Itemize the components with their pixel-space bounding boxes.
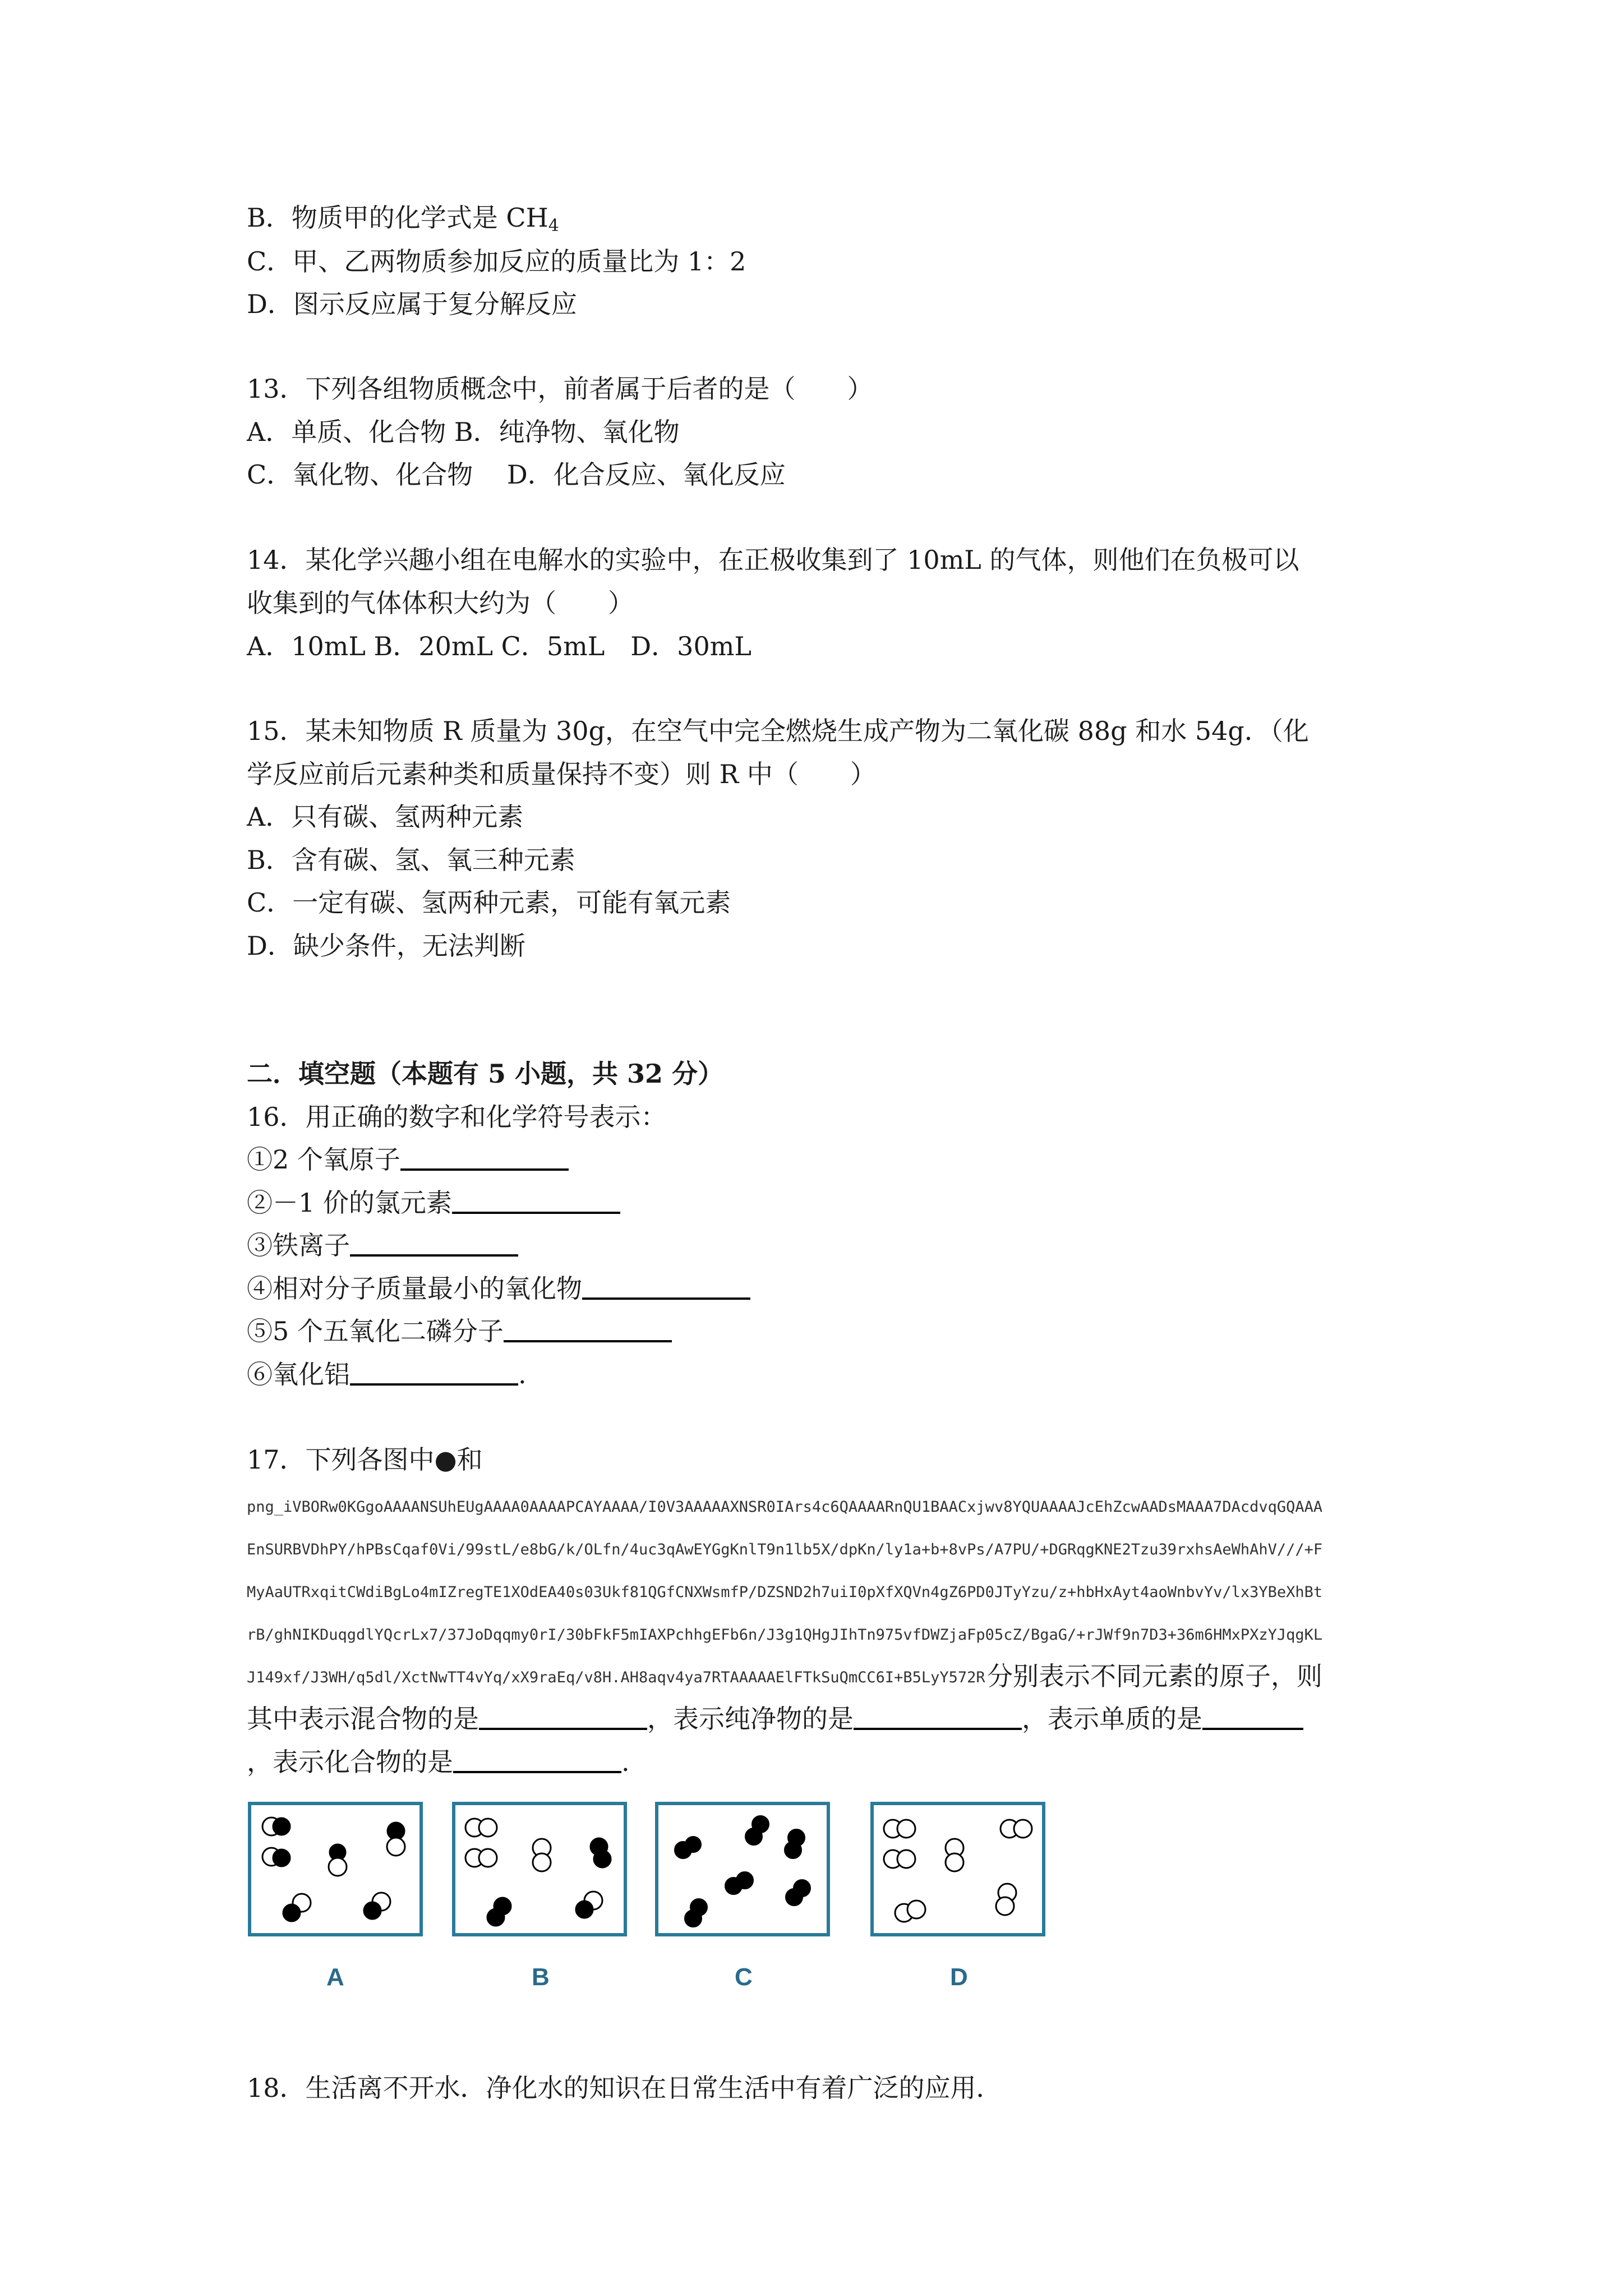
q15-option-c: C．一定有碳、氢两种元素，可能有氧元素 — [247, 887, 731, 918]
q17-after-data: 分别表示不同元素的原子，则 — [987, 1661, 1322, 1691]
q16-item-3-text: ③铁离子 — [247, 1230, 350, 1260]
q16-item-3 — [247, 1228, 518, 1262]
q17-figure-c-label: C — [735, 1963, 753, 1991]
q13-options-line1: A．单质、化合物 B．纯净物、氧化物 — [247, 417, 680, 447]
q16-item-1-text: ①2 个氧原子 — [247, 1144, 400, 1175]
q16-answer-blank-4[interactable] — [582, 1273, 750, 1300]
q16-item-2 — [247, 1186, 620, 1220]
q16-item-6 — [247, 1358, 527, 1391]
q16-answer-blank-5[interactable] — [504, 1315, 672, 1342]
q16-answer-blank-2[interactable] — [452, 1187, 620, 1214]
q17-comp-text: ，表示化合物的是 — [247, 1747, 453, 1777]
q17-figure-d-label: D — [950, 1963, 968, 1991]
q14-options: A．10mL B．20mL C．5mL D．30mL — [247, 631, 751, 661]
q16-item-4-text: ④相对分子质量最小的氧化物 — [247, 1273, 582, 1304]
q12-option-b-sub: 4 — [548, 216, 559, 236]
q16-item-2-text: ②－1 价的氯元素 — [247, 1188, 452, 1218]
q12-option-b — [247, 201, 559, 243]
q17-pure-blank[interactable] — [854, 1703, 1022, 1730]
q17-figure-b-label: B — [532, 1963, 550, 1991]
q16-answer-blank-1[interactable] — [400, 1144, 569, 1171]
q17-embedded-data-line-1: png_iVBORw0KGgoAAAANSUhEUgAAAA0AAAAPCAYAAAA/I0V3AAAAAXNSR0IArs4c6QAAAARnQU1BAACxjwv8YQUAAAAJcEhZcwAADsMAAA7DAcdvqGQAAA — [247, 1498, 1323, 1516]
section2-title: 二．填空题（本题有 5 小题，共 32 分） — [247, 1059, 724, 1089]
q16-answer-blank-3[interactable] — [350, 1230, 518, 1257]
q16-stem: 16．用正确的数字和化学符号表示： — [247, 1102, 667, 1132]
q17-elem-text: ，表示单质的是 — [1022, 1704, 1202, 1734]
q17-figure-a — [248, 1802, 423, 1936]
q15-option-d: D．缺少条件，无法判断 — [247, 931, 525, 961]
q17-mixture-blank[interactable] — [479, 1703, 647, 1730]
q14-stem-line1: 14．某化学兴趣小组在电解水的实验中，在正极收集到了 10mL 的气体，则他们在负极可以 — [247, 545, 1299, 575]
q17-figure-d — [870, 1802, 1045, 1936]
q17-line-compound — [247, 1745, 630, 1779]
q17-embedded-data-line-3: MyAaUTRxqitCWdiBgLo4mIZregTE1XOdEA40s03Ukf81QGfCNXWsmfP/DZSND2h7uiI0pXfXQVn4gZ6PD0JTyYzu/z+hbHxAyt4aoWnbvYv/lx3YBeXhBt — [247, 1584, 1323, 1601]
q17-line-mix — [247, 1702, 1303, 1736]
q17-figure-d-molecules — [870, 1802, 1045, 1936]
q17-mix-text: 其中表示混合物的是 — [247, 1704, 479, 1734]
q17-end-period: . — [621, 1747, 630, 1777]
q15-option-a: A．只有碳、氢两种元素 — [247, 802, 524, 832]
q12-option-d: D．图示反应属于复分解反应 — [247, 289, 577, 319]
q17-compound-blank[interactable] — [453, 1746, 621, 1773]
q17-element-blank[interactable] — [1202, 1703, 1303, 1730]
q17-embedded-data-line-4: rB/ghNIKDuqgdlYQcrLx7/37JoDqqmy0rI/30bFkF5mIAXPchhgEFb6n/J3g1QHgJIhTn975vfDWZjaFp05cZ/BgaG/+rJWf9n7D3+36m6HMxPXzYJqgKL — [247, 1626, 1323, 1644]
q15-option-b: B．含有碳、氢、氧三种元素 — [247, 845, 575, 875]
q13-stem: 13．下列各组物质概念中，前者属于后者的是（ ） — [247, 374, 873, 404]
q17-stem: 17．下列各图中●和 — [247, 1444, 483, 1475]
q15-stem-line1: 15．某未知物质 R 质量为 30g，在空气中完全燃烧生成产物为二氧化碳 88g 和水 54g．（化 — [247, 716, 1309, 746]
q17-figure-a-molecules — [248, 1802, 423, 1936]
q16-item-5 — [247, 1314, 672, 1348]
q16-item-6-text: ⑥氧化铝 — [247, 1359, 350, 1389]
q16-end-period: . — [518, 1359, 527, 1389]
q17-pure-text: ，表示纯净物的是 — [647, 1704, 854, 1734]
q12-option-c: C．甲、乙两物质参加反应的质量比为 1：2 — [247, 246, 746, 277]
q17-figure-b — [452, 1802, 627, 1936]
q16-item-4 — [247, 1272, 750, 1305]
q14-stem-line2: 收集到的气体体积大约为（ ） — [247, 588, 634, 618]
q16-answer-blank-6[interactable] — [350, 1359, 518, 1386]
q16-item-1 — [247, 1143, 569, 1176]
q15-stem-line2: 学反应前后元素种类和质量保持不变）则 R 中（ ） — [247, 759, 876, 789]
q17-figure-b-molecules — [452, 1802, 627, 1936]
q17-figure-a-label: A — [326, 1963, 344, 1991]
q17-figure-c-molecules — [655, 1802, 830, 1936]
q17-figure-c — [655, 1802, 830, 1936]
q16-item-5-text: ⑤5 个五氧化二磷分子 — [247, 1316, 504, 1346]
q17-embedded-data-line-2: EnSURBVDhPY/hPBsCqaf0Vi/99stL/e8bG/k/OLfn/4uc3qAwEYGgKnlT9n1lb5X/dpKn/ly1a+b+8vPs/A7PU/+DGRqgKNE2Tzu39rxhsAeWhAhV///+F — [247, 1541, 1323, 1558]
q12-option-b-text: B．物质甲的化学式是 CH — [247, 203, 548, 233]
q17-embedded-data-line-5: J149xf/J3WH/q5dl/XctNwTT4vYq/xX9raEq/v8H.AH8aqv4ya7RTAAAAAElFTkSuQmCC6I+B5LyY572R — [247, 1669, 985, 1686]
q18-stem: 18．生活离不开水．净化水的知识在日常生活中有着广泛的应用． — [247, 2073, 1002, 2103]
q13-options-line2: C．氧化物、化合物 D．化合反应、氧化反应 — [247, 459, 786, 490]
